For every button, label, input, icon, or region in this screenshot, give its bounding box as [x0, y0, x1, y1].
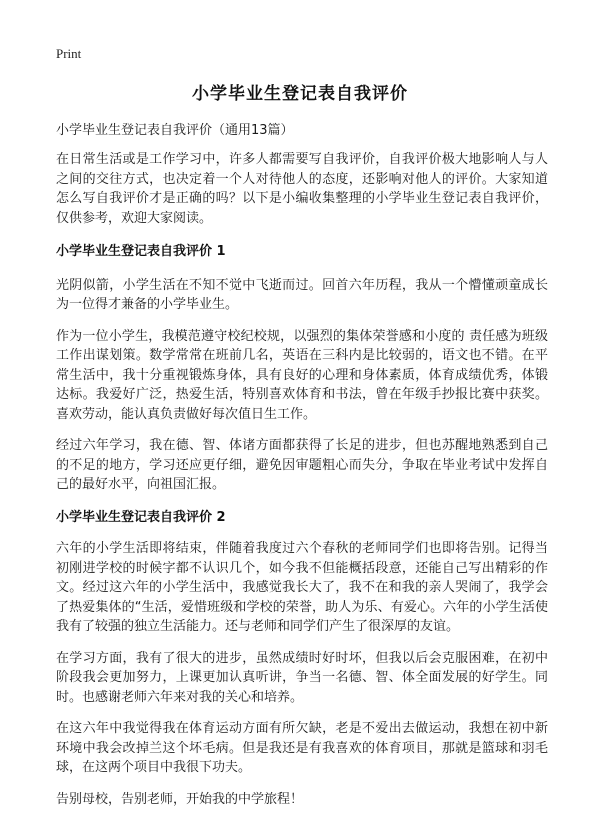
- section-heading-1: 小学毕业生登记表自我评价 1: [56, 244, 226, 259]
- print-link[interactable]: Print: [56, 46, 82, 61]
- section-1-paragraph-3: 经过六年学习，我在德、智、体诸方面都获得了长足的进步，但也苏醒地熟悉到自己的不足的地方，学习还应更仔细，避免因审题粗心而失分，争取在毕业考试中发挥自己的最好水平，向祖国汇报。: [56, 438, 548, 492]
- section-1-paragraph-2: 作为一位小学生，我模范遵守校纪校规，以强烈的集体荣誉感和小度的 责任感为班级工作出谋划策。数学常常在班前几名，英语在三科内是比较弱的，语文也不错。在平常生活中，我十分重视锻炼身体，具有良好的心理和身体素质，体育成绩优秀，体锻达标。我爱好广泛，热爱生活，特别喜欢体育和书法，曾在年级手抄报比赛中获奖。喜欢劳动，能认真负责做好每次值日生工作。: [56, 328, 548, 422]
- page-title: 小学毕业生登记表自我评价: [192, 84, 408, 104]
- intro-paragraph: 在日常生活或是工作学习中，许多人都需要写自我评价，自我评价极大地影响人与人之间的交往方式，也决定着一个人对待他人的态度，还影响对他人的评价。大家知道怎么写自我评价才是正确的吗？以下是小编收集整理的小学毕业生登记表自我评价，仅供参考，欢迎大家阅读。: [56, 152, 548, 226]
- section-2-paragraph-4: 告别母校，告别老师，开始我的中学旅程！: [56, 791, 304, 807]
- section-heading-2: 小学毕业生登记表自我评价 2: [56, 509, 226, 525]
- section-1-paragraph-1: 光阴似箭，小学生活在不知不觉中飞逝而过。回首六年历程，我从一个懵懂顽童成长为一位得才兼备的小学毕业生。: [56, 277, 548, 312]
- section-2-paragraph-2: 在学习方面，我有了很大的进步，虽然成绩时好时坏，但我以后会克服困难，在初中阶段我会更加努力，上课更加认真听讲，争当一名德、智、体全面发展的好学生。同时。也感谢老师六年来对我的关心和培养。: [56, 650, 548, 705]
- section-2-paragraph-3: 在这六年中我觉得我在体育运动方面有所欠缺，老是不爱出去做运动，我想在初中新环境中我会改掉兰这个坏毛病。但是我还是有我喜欢的体育项目，那就是篮球和羽毛球，在这两个项目中我很下功夫。: [56, 721, 548, 775]
- document-body: [56, 150, 548, 809]
- section-2-paragraph-1: 六年的小学生活即将结束，伴随着我度过六个春秋的老师同学们也即将告别。记得当初刚进学校的时候字都不认识几个，如今我不但能概括段意，还能自己写出精彩的作文。经过这六年的小学生活中，我感觉我长大了，我不在和我的亲人哭闹了，我学会了热爱集体的“生活，爱惜班级和学校的荣誉，助人为乐、有爱心。六年的小学生活使我有了较强的独立生活能力。还与老师和同学们产生了很深厚的友谊。: [56, 541, 548, 634]
- document-subtitle: 小学毕业生登记表自我评价（通用13篇）: [56, 123, 294, 138]
